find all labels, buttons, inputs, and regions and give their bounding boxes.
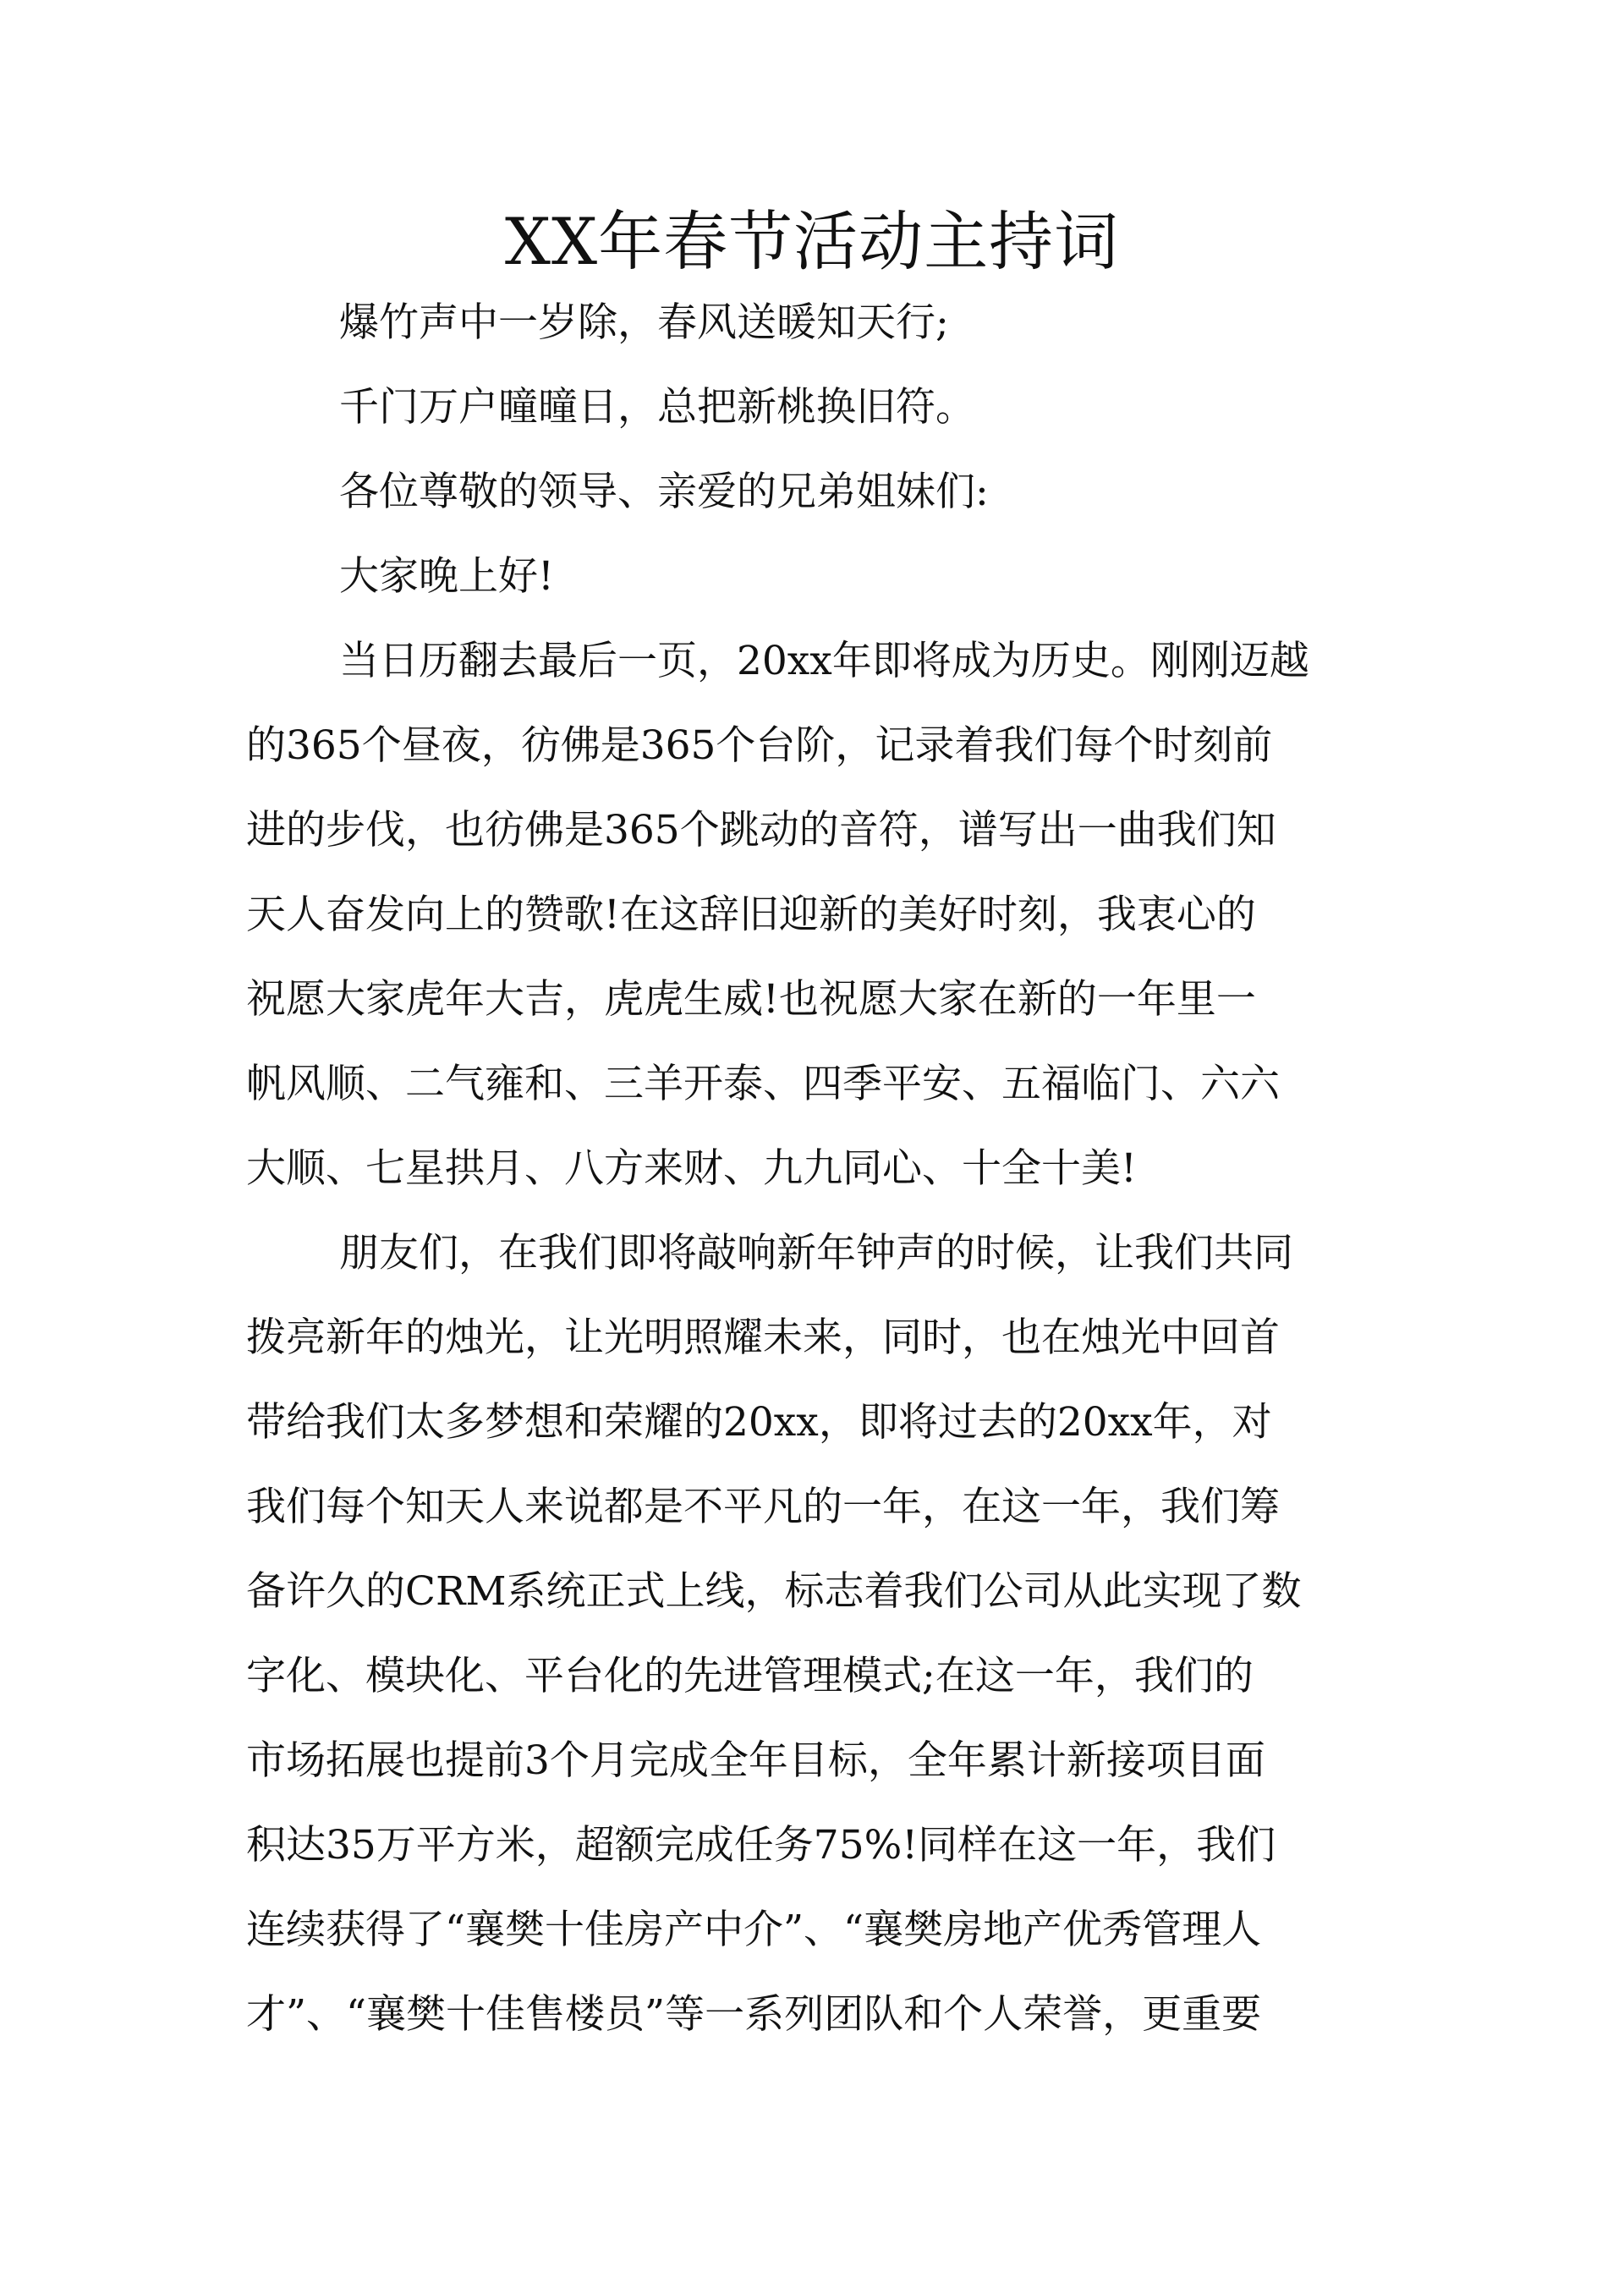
text-line: 拨亮新年的烛光，让光明照耀未来，同时，也在烛光中回首 bbox=[246, 1314, 1280, 1361]
text-line: 大顺、七星拱月、八方来财、九九同心、十全十美! bbox=[246, 1145, 1137, 1192]
text-line: 的365个昼夜，彷佛是365个台阶，记录着我们每个时刻前 bbox=[246, 722, 1273, 769]
text-line: 千门万户曈曈日，总把新桃换旧符。 bbox=[339, 384, 975, 431]
text-line: 各位尊敬的领导、亲爱的兄弟姐妹们: bbox=[339, 469, 989, 515]
text-line: 才”、“襄樊十佳售楼员”等一系列团队和个人荣誉，更重要 bbox=[246, 1991, 1262, 2038]
text-line: 积达35万平方米，超额完成任务75%!同样在这一年，我们 bbox=[246, 1822, 1276, 1869]
text-line: 我们每个知天人来说都是不平凡的一年，在这一年，我们筹 bbox=[246, 1484, 1280, 1530]
text-line: 连续获得了“襄樊十佳房产中介”、“襄樊房地产优秀管理人 bbox=[246, 1907, 1262, 1953]
text-line: 当日历翻去最后一页，20xx年即将成为历史。刚刚迈越 bbox=[339, 638, 1309, 684]
text-line: 市场拓展也提前3个月完成全年目标，全年累计新接项目面 bbox=[246, 1737, 1265, 1784]
text-line: 字化、模块化、平台化的先进管理模式;在这一年，我们的 bbox=[246, 1653, 1254, 1699]
document-title: XX年春节活动主持词 bbox=[504, 204, 1120, 279]
text-line: 带给我们太多梦想和荣耀的20xx，即将过去的20xx年，对 bbox=[246, 1399, 1272, 1446]
text-line: 朋友们，在我们即将敲响新年钟声的时候，让我们共同 bbox=[339, 1230, 1293, 1276]
text-line: 爆竹声中一岁除，春风送暖知天行; bbox=[339, 299, 949, 346]
text-line: 大家晚上好! bbox=[339, 553, 554, 600]
text-line: 帆风顺、二气雍和、三羊开泰、四季平安、五福临门、六六 bbox=[246, 1061, 1280, 1107]
text-line: 备许久的CRM系统正式上线，标志着我们公司从此实现了数 bbox=[246, 1568, 1302, 1615]
text-line: 天人奋发向上的赞歌!在这辞旧迎新的美好时刻，我衷心的 bbox=[246, 892, 1256, 938]
text-line: 进的步伐，也彷佛是365个跳动的音符，谱写出一曲我们知 bbox=[246, 807, 1276, 853]
text-line: 祝愿大家虎年大吉，虎虎生威!也祝愿大家在新的一年里一 bbox=[246, 976, 1256, 1023]
document-body bbox=[246, 281, 1388, 2057]
